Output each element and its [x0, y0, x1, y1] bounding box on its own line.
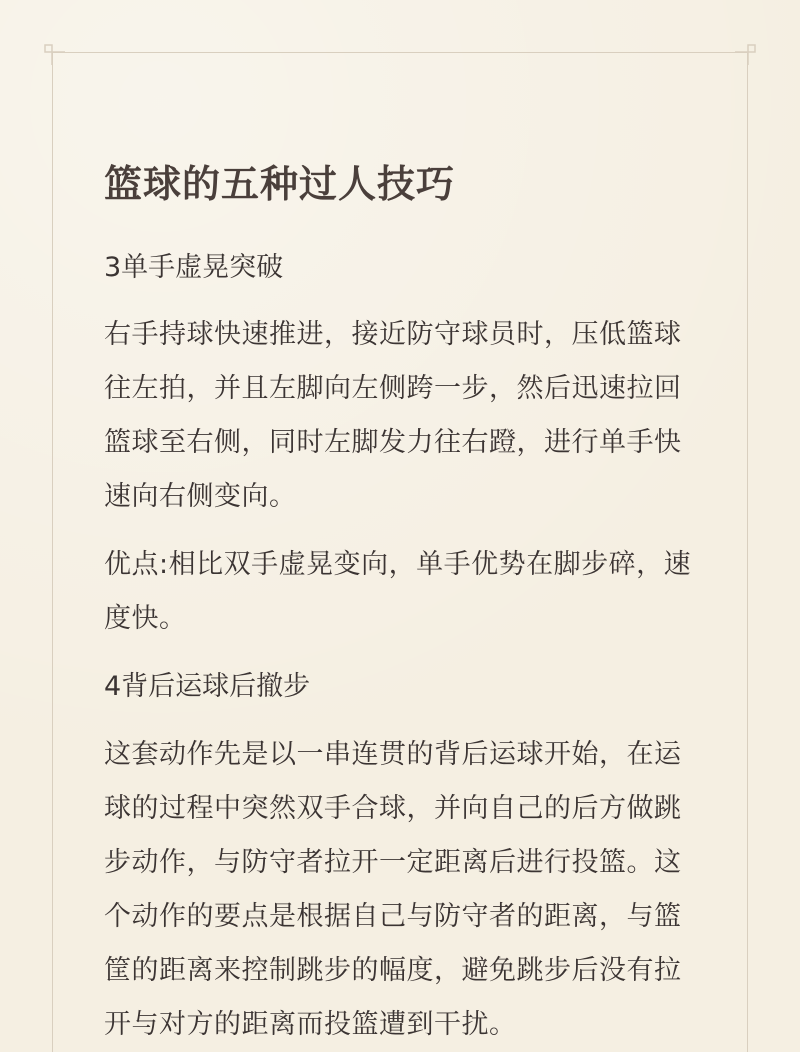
corner-ornament-icon — [734, 44, 756, 66]
section-body: 右手持球快速推进，接近防守球员时，压低篮球往左拍，并且左脚向左侧跨一步，然后迅速拉回篮球至右侧，同时左脚发力往右蹬，进行单手快速向右侧变向。 — [104, 319, 682, 512]
section-body: 这套动作先是以一串连贯的背后运球开始，在运球的过程中突然双手合球，并向自己的后方做跳步动作，与防守者拉开一定距离后进行投篮。这个动作的要点是根据自己与防守者的距离，与篮筐的距离来控制跳步的幅度，避免跳步后没有拉开与对方的距离而投篮遭到干扰。 — [104, 739, 682, 1040]
page-title: 篮球的五种过人技巧 — [104, 162, 456, 207]
section-heading: 4背后运球后撤步 — [104, 671, 311, 702]
corner-ornament-icon — [44, 44, 66, 66]
advantage-text: 优点:相比双手虚晃变向，单手优势在脚步碎，速度快。 — [104, 549, 692, 634]
section-heading: 3单手虚晃突破 — [104, 252, 284, 283]
